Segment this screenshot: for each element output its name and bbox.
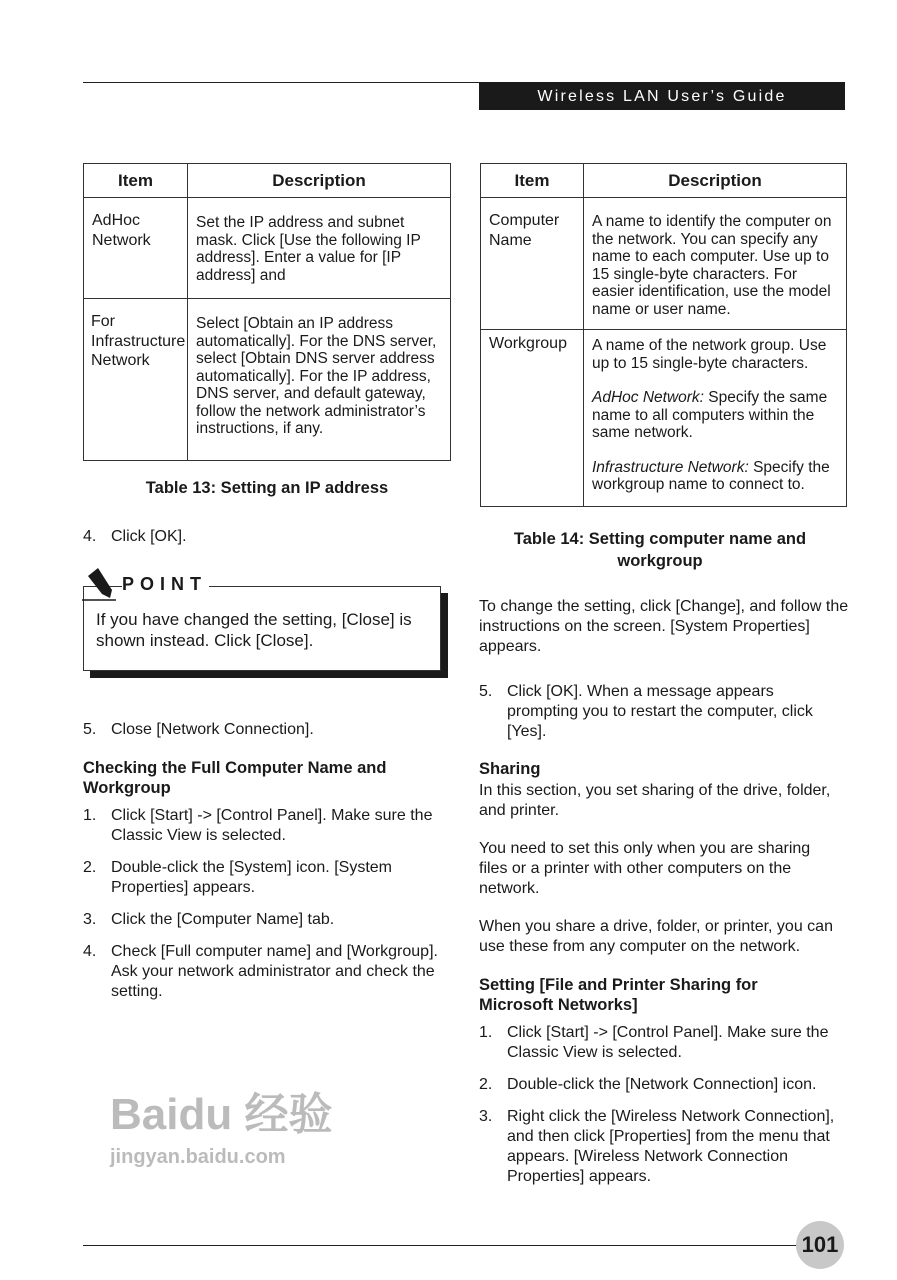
step-text: Double-click the [Network Connection] icon. — [507, 1076, 817, 1093]
infra-text: Specify the workgroup name to connect to. — [592, 458, 830, 493]
step-text: Click the [Computer Name] tab. — [111, 911, 335, 928]
step-text: Click [Start] -> [Control Panel]. Make sure the Classic View is selected. — [111, 807, 433, 844]
sharing-heading: Sharing — [479, 760, 541, 778]
table-row — [84, 198, 451, 299]
step-number: 2. — [83, 859, 97, 876]
step-number: 1. — [479, 1024, 493, 1041]
desc-cell: Set the IP address and subnet mask. Click [Use the following IP address]. Enter a value for [IP address] and — [188, 198, 451, 299]
point-box — [83, 586, 441, 671]
step-text: Click [OK]. — [111, 528, 187, 545]
col-desc: Description — [584, 164, 847, 198]
step-number: 3. — [83, 911, 97, 928]
point-text: If you have changed the setting, [Close] is shown instead. Click [Close]. — [96, 610, 412, 650]
step-text: Click [OK]. When a message appears prompting you to restart the computer, click [Yes]. — [507, 683, 813, 740]
table-row — [84, 299, 451, 461]
step-number: 2. — [479, 1076, 493, 1093]
table-13 — [83, 163, 451, 461]
table-row — [481, 330, 847, 507]
col-item: Item — [84, 164, 188, 198]
paragraph: You need to set this only when you are sharing files or a printer with other computers on the network. — [479, 840, 811, 897]
col-item: Item — [481, 164, 584, 198]
item-cell: Workgroup — [481, 330, 584, 507]
step-text: Double-click the [System] icon. [System Properties] appears. — [111, 859, 392, 896]
item-cell: Computer Name — [481, 198, 584, 330]
step-number: 4. — [83, 943, 97, 960]
infra-note — [592, 459, 840, 494]
step-number: 5. — [83, 721, 97, 738]
pencil-icon — [82, 566, 116, 602]
section-heading: Setting [File and Printer Sharing for Microsoft Networks] — [479, 976, 758, 1014]
infra-label: Infrastructure Network: — [592, 458, 749, 476]
step-number: 5. — [479, 683, 493, 700]
paragraph: When you share a drive, folder, or printer, you can use these from any computer on the network. — [479, 918, 833, 955]
desc-cell: A name to identify the computer on the network. You can specify any name to each computer. Use up to 15 single-byte characters. For easier identification, use the model name or user name. — [584, 198, 847, 330]
adhoc-note — [592, 389, 840, 442]
section-heading: Checking the Full Computer Name and Workgroup — [83, 759, 387, 797]
desc-text: A name of the network group. Use up to 15 single-byte characters. — [592, 337, 827, 372]
watermark-url: jingyan.baidu.com — [110, 1146, 286, 1168]
step-text: Close [Network Connection]. — [111, 721, 314, 738]
adhoc-label: AdHoc Network: — [592, 389, 704, 406]
item-cell: For Infrastructure Network — [84, 299, 188, 461]
watermark: Baidu 经验 — [110, 1090, 333, 1139]
point-label: POINT — [122, 574, 208, 594]
table-row — [481, 198, 847, 330]
table-14 — [480, 163, 847, 507]
bottom-rule — [83, 1245, 803, 1246]
page-number: 101 — [796, 1221, 844, 1269]
paragraph: To change the setting, click [Change], and follow the instructions on the screen. [System Properties] appears. — [479, 598, 849, 655]
guide-title: Wireless LAN User’s Guide — [479, 82, 845, 110]
item-cell: AdHoc Network — [84, 198, 188, 299]
desc-cell: Select [Obtain an IP address automatically]. For the DNS server, select [Obtain DNS server address automatically]. For the IP address, DNS server, and default gateway, follow the network administrator’s instructions, if any. — [188, 299, 451, 461]
step-text: Click [Start] -> [Control Panel]. Make sure the Classic View is selected. — [507, 1024, 829, 1061]
col-desc: Description — [188, 164, 451, 198]
table-13-caption: Table 13: Setting an IP address — [145, 479, 389, 497]
step-text: Right click the [Wireless Network Connection], and then click [Properties] from the menu that appears. [Wireless Network Connection Properties] appears. — [507, 1108, 835, 1185]
step-number: 3. — [479, 1108, 493, 1125]
step-number: 1. — [83, 807, 97, 824]
step-number: 4. — [83, 528, 97, 545]
desc-cell — [584, 330, 847, 507]
step-text: Check [Full computer name] and [Workgroup]. Ask your network administrator and check the setting. — [111, 943, 438, 1000]
paragraph: In this section, you set sharing of the drive, folder, and printer. — [479, 782, 831, 819]
table-14-caption: Table 14: Setting computer name and workgroup — [513, 530, 807, 570]
adhoc-text: Specify the same name to all computers within the same network. — [592, 389, 828, 441]
